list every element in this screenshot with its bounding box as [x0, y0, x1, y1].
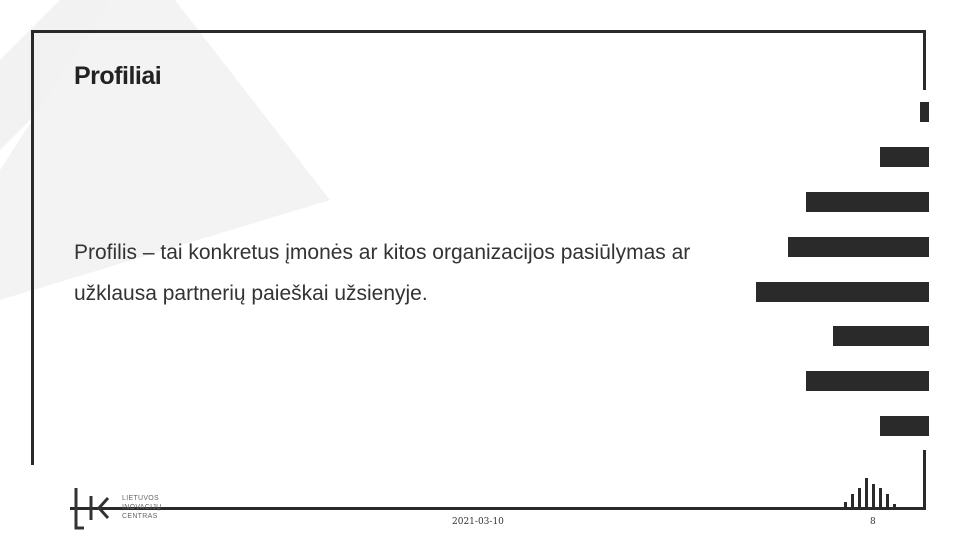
vertical-bars-graphic-icon	[840, 476, 910, 510]
slide-title: Profiliai	[74, 62, 162, 90]
bar-3	[806, 192, 929, 212]
footer-date: 2021-03-10	[452, 517, 504, 527]
bar-8	[880, 416, 929, 436]
bar-1	[920, 102, 929, 122]
slide-body-text: Profilis – tai konkretus įmonės ar kitos organizacijos pasiūlymas ar užklausa partnerių paieškai užsienyje.	[74, 241, 691, 305]
bar-4	[788, 237, 929, 257]
logo-text	[122, 494, 162, 521]
bar-2	[880, 147, 929, 167]
logo-line-2: INOVACIJŲ	[122, 504, 162, 511]
bar-6	[833, 326, 929, 346]
bar-7	[806, 371, 929, 391]
page-number: 8	[870, 517, 876, 527]
bar-5	[756, 282, 929, 302]
logo-line-1: LIETUVOS	[122, 495, 160, 502]
logo-line-3: CENTRAS	[122, 513, 158, 520]
